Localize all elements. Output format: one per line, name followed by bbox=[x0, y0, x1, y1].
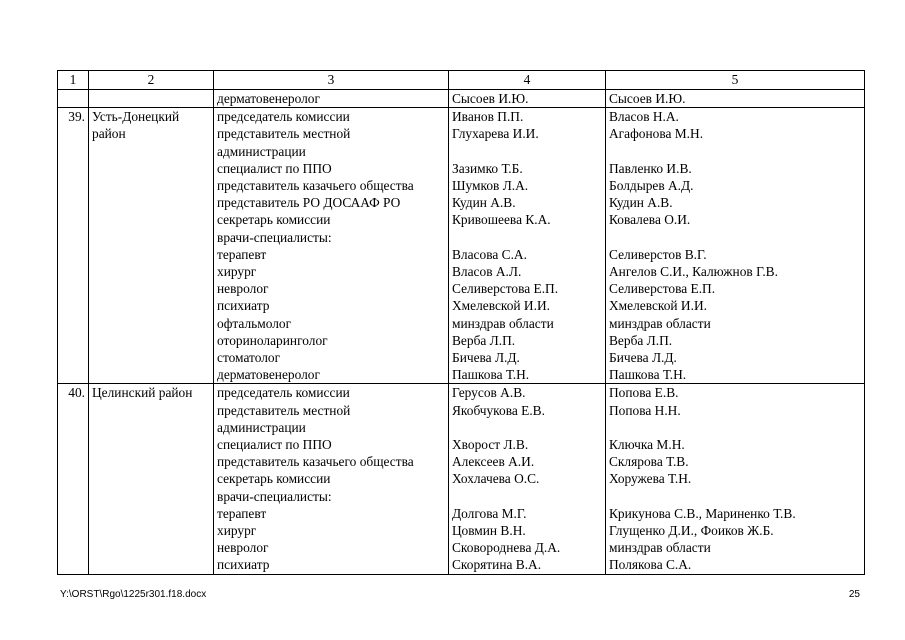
reserve-cell: Сысоев И.Ю. bbox=[606, 90, 865, 108]
cell-line: психиатр bbox=[217, 557, 270, 573]
cell-line bbox=[452, 229, 602, 246]
cell-line: Цовмин В.Н. bbox=[452, 523, 526, 539]
cell-line: Селиверстова Е.П. bbox=[452, 281, 559, 297]
row-number: 39. bbox=[58, 108, 89, 384]
cell-line: врачи-специалисты: bbox=[217, 229, 332, 245]
cell-line: офтальмолог bbox=[217, 315, 292, 331]
members-list bbox=[449, 384, 606, 574]
role-cell: дерматовенеролог bbox=[214, 90, 449, 108]
row-number: 40. bbox=[58, 384, 89, 574]
cell-line: Скорятина В.А. bbox=[452, 557, 542, 573]
header-row bbox=[58, 71, 865, 90]
cell-line: Глущенко Д.И., Фоиков Ж.Б. bbox=[609, 523, 774, 539]
cell-line: Шумков Л.А. bbox=[452, 178, 529, 193]
cell-line: хирург bbox=[217, 264, 257, 280]
commission-table bbox=[57, 70, 865, 575]
cell-line: Зазимко Т.Б. bbox=[452, 160, 523, 176]
cell-line: Иванов П.П. bbox=[452, 109, 524, 125]
cell-line: Сковороднева Д.А. bbox=[452, 540, 561, 556]
cell-line: Усть-Донецкий bbox=[92, 109, 180, 125]
members-list bbox=[449, 108, 606, 384]
cell-line bbox=[452, 143, 602, 160]
cell-line: минздрав области bbox=[609, 315, 711, 331]
header-cell-5: 5 bbox=[606, 71, 865, 90]
cell-line: Хворост Л.В. bbox=[452, 437, 529, 453]
cell-line: Власов Н.А. bbox=[609, 109, 679, 125]
cell-line: Кривошеева К.А. bbox=[452, 212, 551, 228]
cell-line: Ключка М.Н. bbox=[609, 437, 685, 453]
cell-line: секретарь комиссии bbox=[217, 212, 331, 228]
cell-line: Кудин А.В. bbox=[452, 195, 516, 211]
reserve-list bbox=[606, 108, 865, 384]
cell-line: Долгова М.Г. bbox=[452, 505, 527, 521]
roles-list bbox=[214, 384, 449, 574]
cell-line: терапевт bbox=[217, 505, 267, 521]
cell-line: представитель казачьего общества bbox=[217, 178, 414, 194]
file-path: Y:\ORST\Rgo\1225r301.f18.docx bbox=[60, 589, 207, 600]
cell-line: Селиверстова Е.П. bbox=[609, 281, 716, 297]
cell-line: Алексеев А.И. bbox=[452, 454, 535, 470]
cell-line: терапевт bbox=[217, 246, 267, 262]
cell-line: Павленко И.В. bbox=[609, 160, 692, 176]
cell-line bbox=[452, 419, 602, 436]
cell-line: Верба Л.П. bbox=[452, 332, 516, 348]
cell-line: Хоружева Т.Н. bbox=[609, 471, 692, 487]
cell-line: невролог bbox=[217, 281, 269, 297]
district-name bbox=[89, 108, 214, 384]
cell-line: представитель местной bbox=[217, 402, 351, 418]
cell-line: хирург bbox=[217, 523, 257, 539]
cell-line: оториноларинголог bbox=[217, 332, 328, 348]
cell-line: Хмелевской И.И. bbox=[452, 298, 550, 314]
cell-line: Болдырев А.Д. bbox=[609, 178, 694, 193]
district-row-39 bbox=[58, 108, 865, 384]
cell-line bbox=[609, 143, 861, 160]
empty-cell bbox=[58, 90, 89, 108]
cell-line bbox=[609, 488, 861, 505]
cell-line: специалист по ППО bbox=[217, 160, 332, 176]
cell-line: Пашкова Т.Н. bbox=[452, 367, 530, 383]
reserve-list bbox=[606, 384, 865, 574]
cell-line: дерматовенеролог bbox=[217, 367, 320, 383]
cell-line: председатель комиссии bbox=[217, 385, 350, 401]
empty-cell bbox=[89, 90, 214, 108]
continuation-row bbox=[58, 90, 865, 108]
district-row-40 bbox=[58, 384, 865, 574]
cell-line: Пашкова Т.Н. bbox=[609, 367, 687, 383]
cell-line: Верба Л.П. bbox=[609, 332, 673, 348]
cell-line: секретарь комиссии bbox=[217, 471, 331, 487]
cell-line: район bbox=[92, 126, 126, 142]
page-number: 25 bbox=[848, 589, 860, 600]
district-name bbox=[89, 384, 214, 574]
cell-line: стоматолог bbox=[217, 350, 281, 366]
member-cell: Сысоев И.Ю. bbox=[449, 90, 606, 108]
cell-line: Полякова С.А. bbox=[609, 557, 692, 573]
cell-line: Ковалева О.И. bbox=[609, 212, 691, 228]
cell-line: Хохлачева О.С. bbox=[452, 471, 540, 487]
cell-line: минздрав области bbox=[452, 315, 554, 331]
header-cell-2: 2 bbox=[89, 71, 214, 90]
cell-line: представитель казачьего общества bbox=[217, 454, 414, 470]
cell-line: Целинский район bbox=[92, 385, 193, 401]
cell-line: Попова Н.Н. bbox=[609, 402, 681, 418]
cell-line: Бичева Л.Д. bbox=[609, 350, 677, 366]
cell-line: невролог bbox=[217, 540, 269, 556]
cell-line: Власова С.А. bbox=[452, 246, 527, 262]
cell-line: представитель местной bbox=[217, 126, 351, 142]
cell-line: Якобчукова Е.В. bbox=[452, 402, 545, 418]
cell-line: минздрав области bbox=[609, 540, 711, 556]
cell-line bbox=[609, 419, 861, 436]
cell-line: председатель комиссии bbox=[217, 109, 350, 125]
cell-line: Ангелов С.И., Калюжнов Г.В. bbox=[609, 264, 778, 279]
roles-list bbox=[214, 108, 449, 384]
header-cell-4: 4 bbox=[449, 71, 606, 90]
cell-line: Крикунова С.В., Мариненко Т.В. bbox=[609, 505, 796, 521]
cell-line: Склярова Т.В. bbox=[609, 454, 689, 470]
header-cell-3: 3 bbox=[214, 71, 449, 90]
cell-line: Агафонова М.Н. bbox=[609, 126, 704, 142]
cell-line: Бичева Л.Д. bbox=[452, 350, 520, 366]
cell-line: Попова Е.В. bbox=[609, 385, 679, 401]
cell-line bbox=[609, 229, 861, 246]
cell-line: представитель РО ДОСААФ РО bbox=[217, 195, 401, 211]
cell-line: администрации bbox=[217, 419, 306, 435]
cell-line: психиатр bbox=[217, 298, 270, 314]
cell-line: администрации bbox=[217, 143, 306, 159]
cell-line: Власов А.Л. bbox=[452, 264, 522, 279]
cell-line: Кудин А.В. bbox=[609, 195, 673, 211]
cell-line: Селиверстов В.Г. bbox=[609, 246, 707, 262]
cell-line bbox=[452, 488, 602, 505]
cell-line: специалист по ППО bbox=[217, 437, 332, 453]
cell-line: Глухарева И.И. bbox=[452, 126, 539, 142]
cell-line: Хмелевской И.И. bbox=[609, 298, 707, 314]
cell-line: Герусов А.В. bbox=[452, 385, 526, 401]
header-cell-1: 1 bbox=[58, 71, 89, 90]
cell-line: врачи-специалисты: bbox=[217, 488, 332, 504]
